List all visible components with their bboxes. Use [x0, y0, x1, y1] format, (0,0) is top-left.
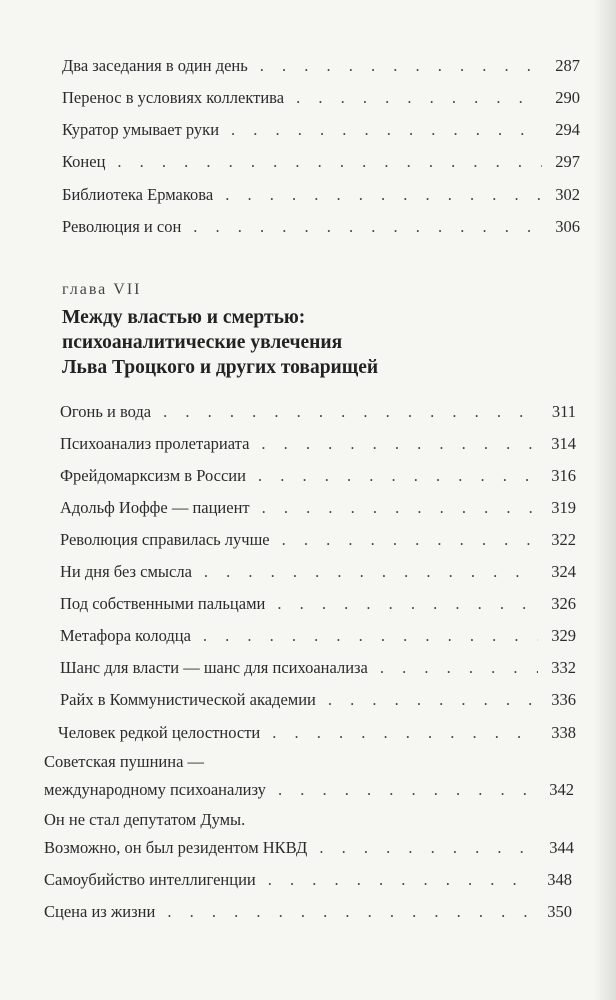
entry-title: Сцена из жизни	[44, 902, 156, 921]
leader-dots	[262, 494, 538, 522]
leader-dots	[203, 622, 538, 650]
toc-entry	[60, 398, 576, 426]
entry-title: Самоубийство интеллигенции	[44, 870, 256, 889]
toc-entry	[62, 84, 580, 112]
toc-entry	[60, 430, 576, 458]
leader-dots	[261, 430, 538, 458]
toc-entry	[44, 806, 574, 862]
leader-dots	[278, 776, 536, 804]
toc-entry	[60, 462, 576, 490]
leader-dots	[163, 398, 538, 426]
entry-page: 316	[551, 466, 576, 485]
entry-title: Он не стал депутатом Думы.	[44, 810, 246, 829]
leader-dots	[268, 866, 534, 894]
leader-dots	[296, 84, 542, 112]
leader-dots	[272, 719, 538, 747]
entry-page: 336	[551, 690, 576, 709]
leader-dots	[380, 654, 538, 682]
entry-page: 294	[555, 120, 580, 139]
entry-title: Революция справилась лучше	[60, 530, 270, 549]
entry-page: 326	[551, 594, 576, 613]
entry-page: 348	[547, 870, 572, 889]
entry-title: Перенос в условиях коллектива	[62, 88, 285, 107]
leader-dots	[260, 52, 542, 80]
toc-entry	[44, 866, 572, 894]
leader-dots	[231, 116, 542, 144]
leader-dots	[258, 462, 538, 490]
entry-title: Фрейдомарксизм в России	[60, 466, 246, 485]
entry-page: 338	[551, 723, 576, 742]
toc-entry	[44, 748, 574, 804]
entry-page: 332	[551, 658, 576, 677]
toc-entry	[62, 181, 580, 209]
entry-page: 302	[555, 185, 580, 204]
entry-title: международному психоанализу	[44, 780, 266, 799]
leader-dots	[319, 834, 536, 862]
chapter-label: глава VII	[62, 281, 142, 298]
toc-entry	[60, 590, 576, 618]
entry-title: Адольф Иоффе — пациент	[60, 498, 250, 517]
entry-page: 297	[555, 152, 580, 171]
toc-entry	[60, 494, 576, 522]
entry-page: 342	[549, 780, 574, 799]
leader-dots	[117, 148, 542, 176]
entry-page: 344	[549, 838, 574, 857]
entry-title: Библиотека Ермакова	[62, 185, 214, 204]
toc-entry	[62, 148, 580, 176]
entry-title: Райх в Коммунистической академии	[60, 690, 316, 709]
entry-page: 314	[551, 434, 576, 453]
chapter-title-line: Между властью и смертью:	[62, 307, 306, 328]
leader-dots	[204, 558, 538, 586]
toc-entry	[62, 116, 580, 144]
entry-title: Конец	[62, 152, 106, 171]
toc-entry	[62, 52, 580, 80]
toc-entry	[60, 558, 576, 586]
toc-entry	[60, 686, 576, 714]
toc-entry	[60, 526, 576, 554]
leader-dots	[225, 181, 542, 209]
entry-title: Два заседания в один день	[62, 56, 248, 75]
entry-page: 319	[551, 498, 576, 517]
entry-title: Советская пушнина —	[44, 752, 205, 771]
entry-page: 329	[551, 626, 576, 645]
chapter-title	[62, 305, 378, 380]
toc-entry	[58, 719, 576, 747]
entry-page: 290	[555, 88, 580, 107]
leader-dots	[282, 526, 538, 554]
entry-title: Шанс для власти — шанс для психоанализа	[60, 658, 368, 677]
toc-entry	[44, 898, 572, 926]
entry-title: Психоанализ пролетариата	[60, 434, 250, 453]
entry-page: 350	[547, 902, 572, 921]
entry-title: Революция и сон	[62, 217, 182, 236]
entry-title: Метафора колодца	[60, 626, 191, 645]
chapter-title-line: Льва Троцкого и других товарищей	[62, 357, 379, 378]
toc-entry	[62, 213, 580, 241]
entry-title: Огонь и вода	[60, 402, 152, 421]
leader-dots	[277, 590, 538, 618]
entry-title: Куратор умывает руки	[62, 120, 220, 139]
leader-dots	[167, 898, 534, 926]
entry-page: 322	[551, 530, 576, 549]
toc-entry	[60, 622, 576, 650]
entry-page: 324	[551, 562, 576, 581]
entry-title: Человек редкой целостности	[58, 723, 261, 742]
entry-page: 311	[551, 402, 576, 421]
entry-title: Под собственными пальцами	[60, 594, 266, 613]
leader-dots	[328, 686, 538, 714]
entry-title: Ни дня без смысла	[60, 562, 192, 581]
entry-page: 287	[555, 56, 580, 75]
leader-dots	[193, 213, 542, 241]
entry-page: 306	[555, 217, 580, 236]
toc-entry	[60, 654, 576, 682]
chapter-title-line: психоаналитические увлечения	[62, 332, 343, 353]
entry-title: Возможно, он был резидентом НКВД	[44, 838, 308, 857]
